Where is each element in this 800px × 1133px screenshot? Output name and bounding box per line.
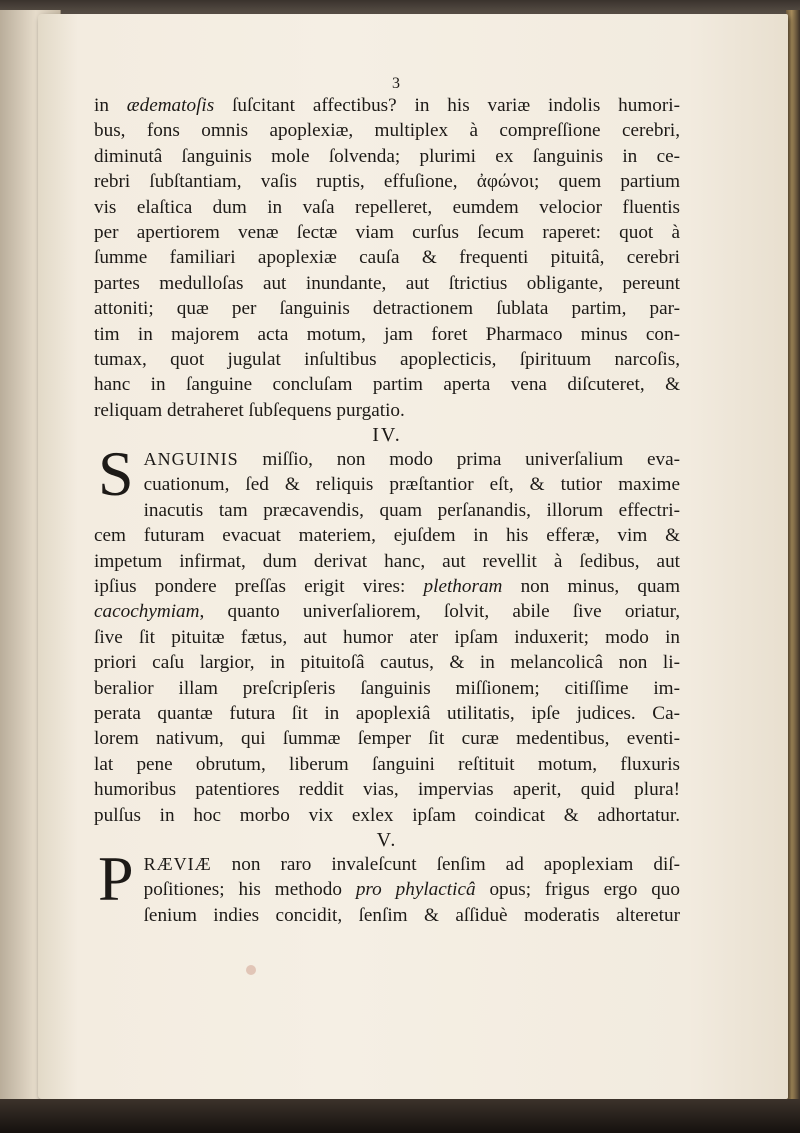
text-line: RÆVIÆ non raro invaleſcunt ſenſim ad apoplexiam diſ- <box>143 853 680 875</box>
text-line: cuationum, ſed & reliquis præſtantior eſt, & tutior maxime <box>143 474 680 496</box>
text-line: vis elaſtica dum in vaſa repelleret, eumdem velocior fluentis <box>94 196 680 218</box>
text-line: ſive ſit pituitæ fætus, aut humor ater ipſam induxerit; modo in <box>94 626 680 648</box>
text-line: perata quantæ futura ſit in apoplexiâ utilitatis, ipſe judices. Ca- <box>94 702 680 724</box>
text-line: attoniti; quæ per ſanguinis detractionem ſublata partim, par- <box>94 298 680 320</box>
text-line: cem futuram evacuat materiem, ejuſdem in his efferæ, vim & <box>94 525 680 547</box>
text-line: partes medulloſas aut inundante, aut ſtrictius obligante, pereunt <box>94 272 680 294</box>
text-line: inacutis tam præcavendis, quam perſanandis, illorum effectri- <box>143 499 680 521</box>
text-line: humoribus patentiores reddit vias, impervias aperit, quid plura! <box>94 779 680 801</box>
text-line: poſitiones; his methodo pro phylacticâ opus; frigus ergo quo <box>143 879 680 901</box>
text-line: beralior illam preſcripſeris ſanguinis miſſionem; citiſſime im- <box>94 677 680 699</box>
section-5-body <box>94 842 680 928</box>
text-line: rebri ſubſtantiam, vaſis ruptis, effuſione, ἀφώνοι; quem partium <box>94 171 680 193</box>
text-line: hanc in ſanguine concluſam partim aperta vena diſcuteret, & <box>94 374 680 396</box>
book-spine-edge <box>786 10 800 1120</box>
text-line: lorem nativum, qui ſummæ ſemper ſit curæ medentibus, eventi- <box>94 728 680 750</box>
text-line: bus, fons omnis apoplexiæ, multiplex à compreſſione cerebri, <box>94 120 680 142</box>
text-line: ANGUINIS miſſio, non modo prima univerſalium eva- <box>143 449 680 471</box>
text-line: impetum infirmat, dum derivat hanc, aut revellit à ſedibus, aut <box>94 550 680 572</box>
scan-bottom-edge <box>0 1099 800 1133</box>
section-heading-iv: IV. <box>372 424 402 447</box>
text-line: pulſus in hoc morbo vix exlex ipſam coindicat & adhortatur. <box>94 804 680 826</box>
page-number: 3 <box>392 75 400 92</box>
text-line: per apertiorem venæ ſectæ viam curſus ſecum raperet: quot à <box>94 221 680 243</box>
section-4-body <box>94 438 680 828</box>
text-line: ipſius pondere preſſas erigit vires: plethoram non minus, quam <box>94 576 680 598</box>
section-3-body <box>94 93 680 423</box>
section-heading-v: V. <box>376 828 398 851</box>
text-line: tim in majorem acta motum, jam foret Pharmaco minus con- <box>94 323 680 345</box>
text-line: diminutâ ſanguinis mole ſolvenda; plurimi ex ſanguinis in ce- <box>94 145 680 167</box>
text-line: ſenium indies concidit, ſenſim & aſſiduè moderatis alteretur <box>143 904 680 926</box>
drop-cap-letter: P <box>98 842 134 914</box>
text-line: ſumme familiari apoplexiæ cauſa & frequenti pituitâ, cerebri <box>94 247 680 269</box>
text-line: lat pene obrutum, liberum ſanguini reſtituit motum, fluxuris <box>94 753 680 775</box>
text-line: reliquam detraheret ſubſequens purgatio. <box>94 399 405 421</box>
text-line: in ædematoſis ſuſcitant affectibus? in his variæ indolis humori- <box>94 95 680 116</box>
text-line: priori caſu largior, in pituitoſâ cautus, & in melancolicâ non li- <box>94 652 680 674</box>
page-stain <box>246 965 256 975</box>
text-line: cacochymiam, quanto univerſaliorem, ſolvit, abile ſive oriatur, <box>94 601 680 623</box>
drop-cap-letter: S <box>98 438 134 510</box>
page-text <box>94 75 680 928</box>
text-line: tumax, quot jugulat inſultibus apoplecticis, ſpirituum narcoſis, <box>94 348 680 370</box>
